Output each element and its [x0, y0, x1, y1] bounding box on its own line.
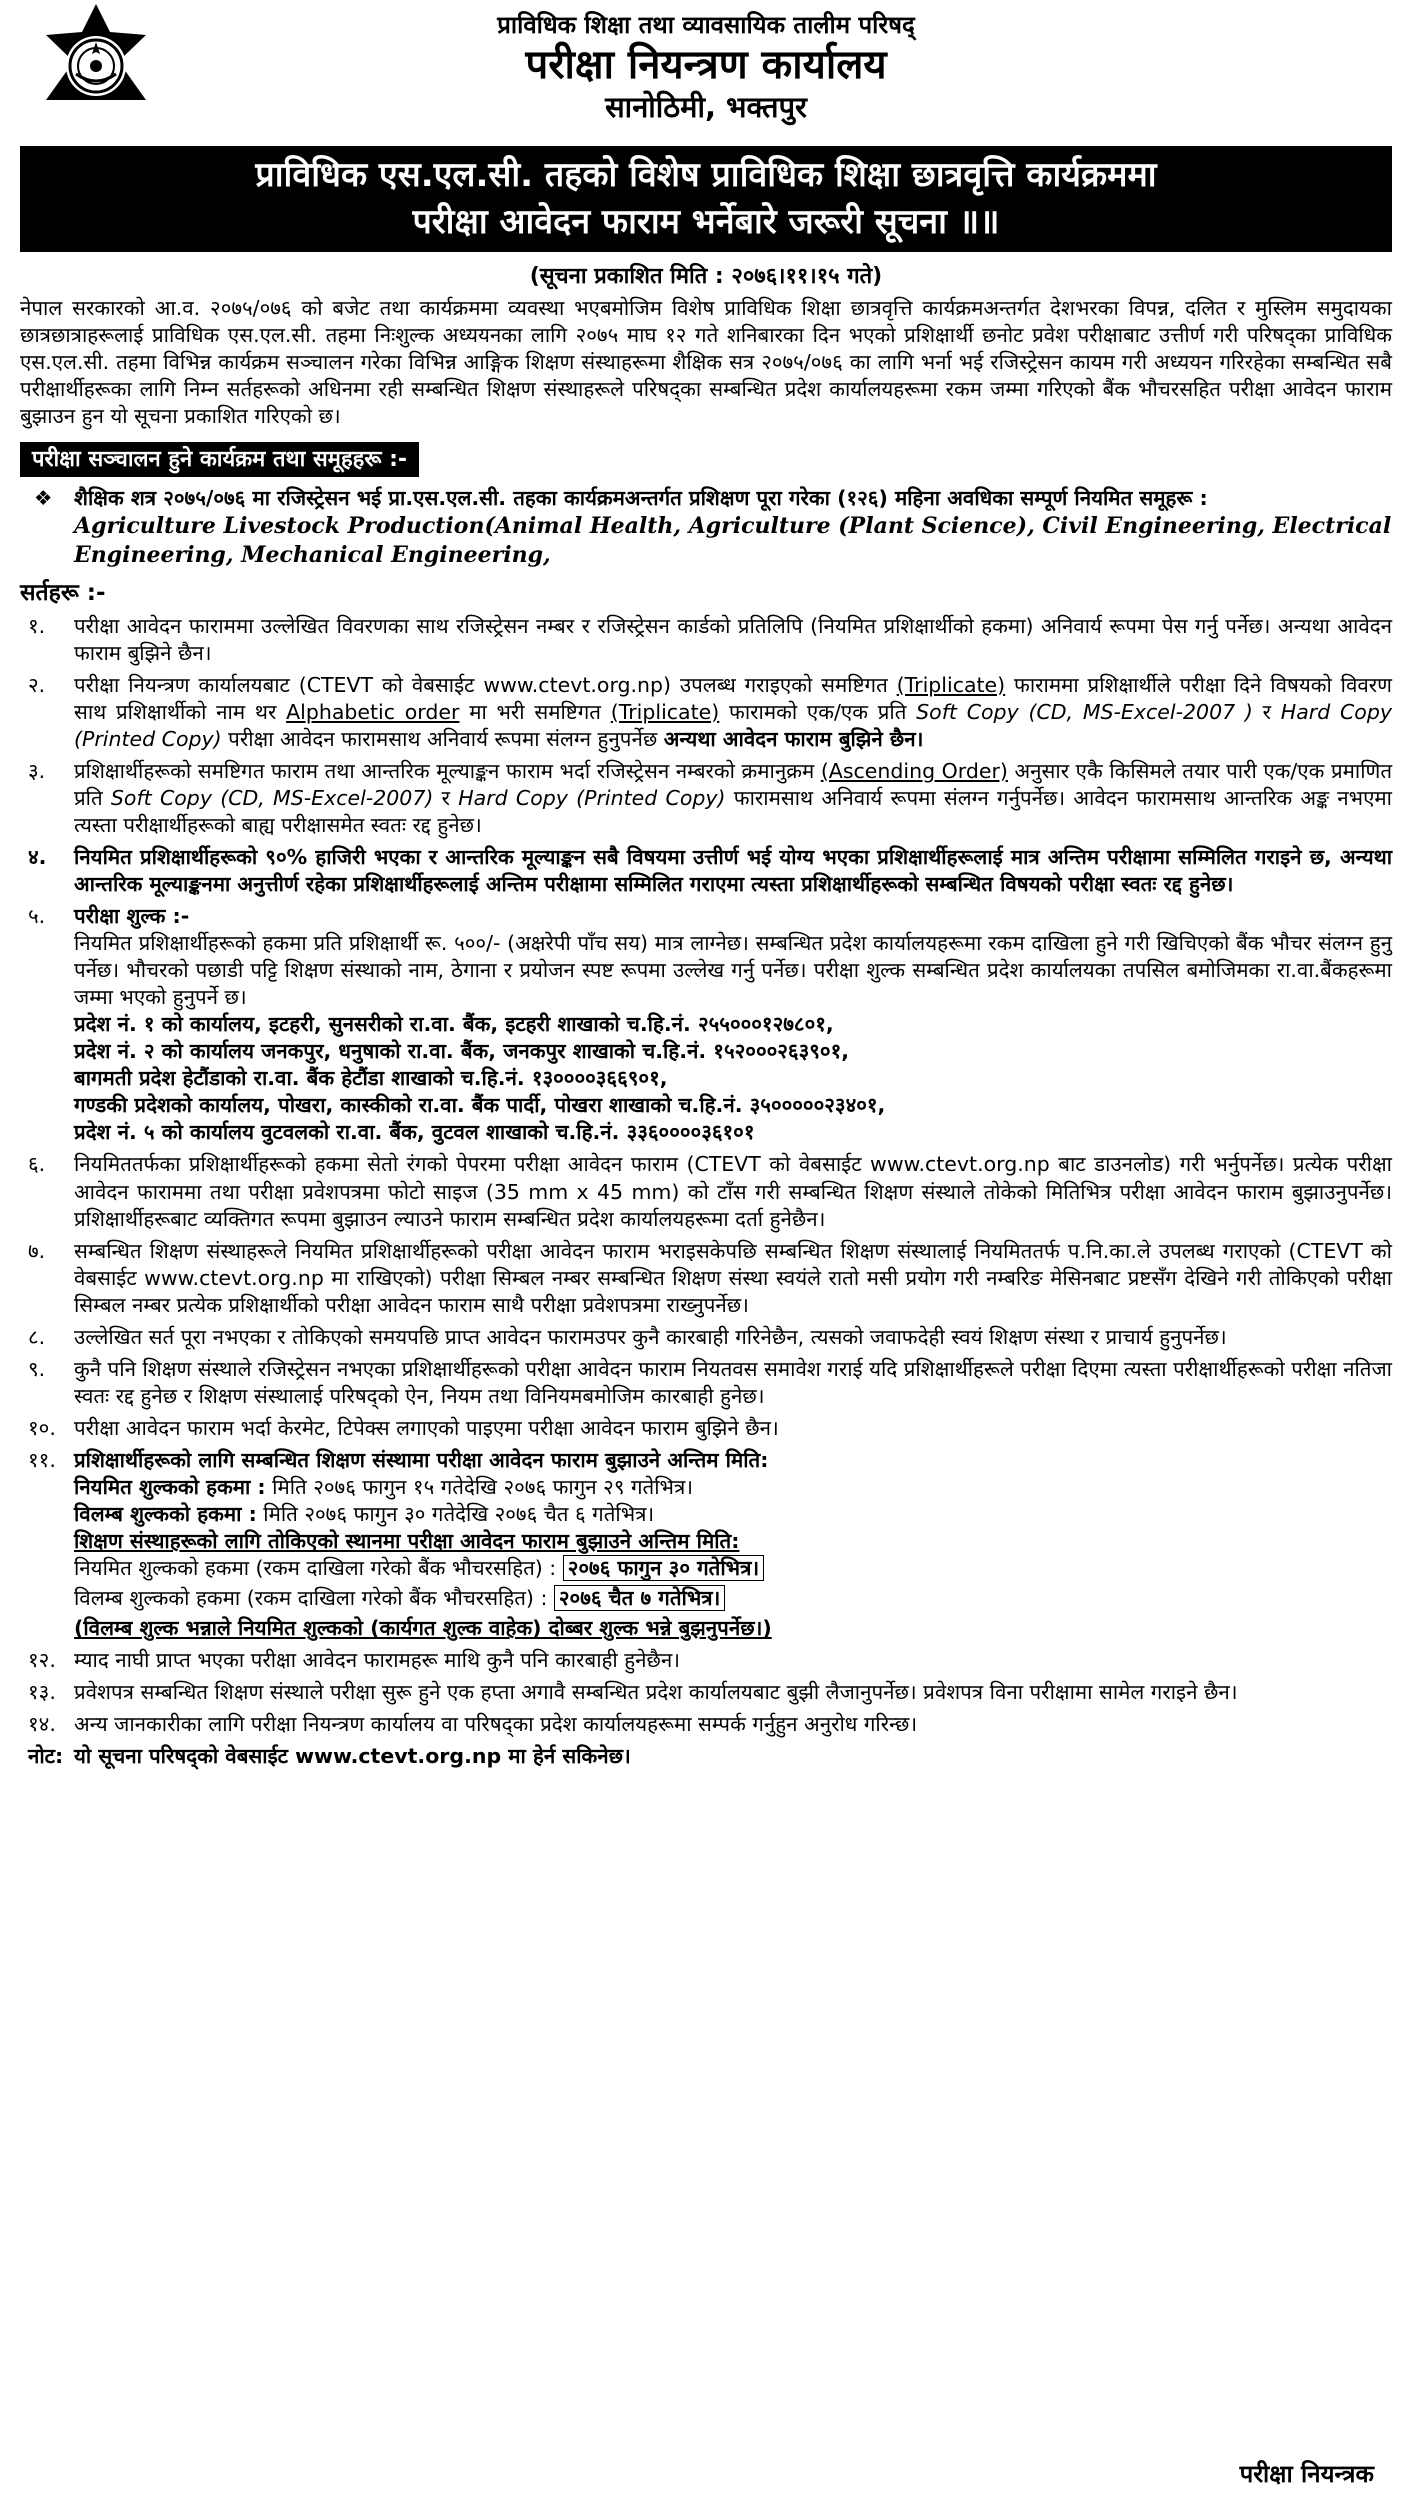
bank-account-line: बागमती प्रदेश हेटौंडाको रा.वा. बैंक हेटौंडा शाखाको च.हि.नं. १३००००३६६९०१, [74, 1066, 668, 1091]
term-text-underlined: (Triplicate) [610, 699, 720, 724]
term-text: म्याद नाघी प्राप्त भएका परीक्षा आवेदन फारामहरू माथि कुनै पनि कारबाही हुनेछैन। [74, 1648, 681, 1673]
term-item [20, 1356, 1392, 1410]
term-item [20, 1415, 1392, 1442]
term-item [20, 1238, 1392, 1319]
bank-account-line: गण्डकी प्रदेशको कार्यालय, पोखरा, कास्कीको रा.वा. बैंक पार्दी, पोखरा शाखाको च.हि.नं. ३५०००००२३४०१, [74, 1093, 886, 1118]
terms-title: सर्तहरू :- [20, 580, 106, 607]
council-name: प्राविधिक शिक्षा तथा व्यावसायिक तालीम परिषद् [497, 11, 915, 39]
term-number: १३. [28, 1680, 56, 1705]
term-text [74, 672, 1392, 753]
deadline-title: प्रशिक्षार्थीहरूको लागि सम्बन्धित शिक्षण संस्थामा परीक्षा आवेदन फाराम बुझाउने अन्तिम मिति: [74, 1447, 769, 1472]
term-text-part: परीक्षा आवेदन फारामसाथ अनिवार्य रूपमा संलग्न हुनुपर्नेछ [221, 726, 664, 751]
institution-deadline-title: शिक्षण संस्थाहरूको लागि तोकिएको स्थानमा परीक्षा आवेदन फाराम बुझाउने अन्तिम मिति: [74, 1529, 740, 1554]
term-item [20, 1711, 1392, 1738]
ctevt-star-emblem-icon [42, 2, 150, 134]
term-text: अन्य जानकारीका लागि परीक्षा नियन्त्रण कार्यालय वा परिषद्का प्रदेश कार्यालयहरूमा सम्पर्क गर्नुहुन अनुरोध गरिन्छ। [74, 1712, 918, 1737]
program-list-item [20, 485, 1392, 570]
exam-fee-text: नियमित प्रशिक्षार्थीहरूको हकमा प्रति प्रशिक्षार्थी रू. ५००/- (अक्षरेपी पाँच सय) मात्र लाग्नेछ। सम्बन्धित प्रदेश कार्यालयहरूमा रकम दाखिला हुने गरी खिचिएको बैंक भौचर संलग्न हुनु पर्नेछ। भौचरको पछाडी पट्टि शिक्षण संस्थाको नाम, ठेगाना र प्रयोजन स्पष्ट रूपमा उल्लेख गर्नु पर्नेछ। परीक्षा शुल्क सम्बन्धित प्रदेश कार्यालयका तपसिल बमोजिमका रा.वा.बैंकहरूमा जम्मा भएको हुनुपर्ने छ। [74, 931, 1392, 1010]
term-text-bold: अन्यथा आवेदन फाराम बुझिने छैन। [663, 726, 924, 751]
note-text: यो सूचना परिषद्को वेबसाईट www.ctevt.org.np मा हेर्न सकिनेछ। [74, 1744, 631, 1769]
term-text-part: फारामसाथ अनिवार्य रूपमा संलग्न गर्नुपर्नेछ। आवेदन फारामसाथ आन्तरिक अङ्क नभएमा त्यस्ता परीक्षार्थीहरूको बाह्य परीक्षासमेत स्वतः रद्द हुनेछ। [74, 785, 1392, 837]
office-name: परीक्षा नियन्त्रण कार्यालय [525, 41, 887, 88]
published-date: (सूचना प्रकाशित मिति : २०७६।११।१५ गते) [529, 263, 883, 289]
term-item [20, 758, 1392, 839]
deadline-label: विलम्ब शुल्कको हकमा : [74, 1502, 257, 1527]
intro-paragraph: नेपाल सरकारको आ.व. २०७५/०७६ को बजेट तथा कार्यक्रममा व्यवस्था भएबमोजिम विशेष प्राविधिक शिक्षा छात्रवृत्ति कार्यक्रमअन्तर्गत देशभरका विपन्न, दलित र मुस्लिम समुदायका छात्रछात्राहरूलाई प्राविधिक एस.एल.सी. तहमा निःशुल्क अध्ययनका लागि २०७५ माघ १२ गते शनिबारका दिन भएको प्रशिक्षार्थी छनोट प्रवेश परीक्षाबाट उत्तीर्ण गरी परिषद्का प्राविधिक एस.एल.सी. तहमा विभिन्न कार्यक्रम सञ्चालन गरेका विभिन्न आङ्गिक शिक्षण संस्थाहरूमा शैक्षिक सत्र २०७५/०७६ का लागि भर्ना भई रजिस्ट्रेसन कायम गरी अध्ययन गरिरहेका सम्बन्धित सबै परीक्षार्थीहरूका लागि निम्न सर्तहरूको अधिनमा रही सम्बन्धित शिक्षण संस्थाहरूले परिषद्का सम्बन्धित प्रदेश कार्यालयहरूमा रकम जम्मा गरिएको बैंक भौचरसहित परीक्षा आवेदन फाराम बुझाउन हुन यो सूचना प्रकाशित गरिएको छ। [20, 295, 1392, 429]
note-label: नोट: [28, 1744, 64, 1769]
term-text: परीक्षा आवेदन फाराममा उल्लेखित विवरणका साथ रजिस्ट्रेसन नम्बर र रजिस्ट्रेसन कार्डको प्रतिलिपि (नियमित प्रशिक्षार्थीको हकमा) अनिवार्य रूपमा पेस गर्नु पर्नेछ। अन्यथा आवेदन फाराम बुझिने छैन। [74, 613, 1392, 665]
term-item [20, 1324, 1392, 1351]
term-text-underlined: Alphabetic order [286, 699, 460, 724]
deadline-value-boxed: २०७६ चैत ७ गतेभित्र। [554, 1585, 725, 1611]
bank-account-line: प्रदेश नं. ५ को कार्यालय वुटवलको रा.वा. बैंक, वुटवल शाखाको च.हि.नं. ३३६००००३६१०१ [74, 1120, 755, 1145]
term-text-italic: Hard Copy (Printed Copy) [458, 785, 726, 810]
term-text-part: फारामको एक/एक प्रति [719, 699, 917, 724]
bank-account-line: प्रदेश नं. १ को कार्यालय, इटहरी, सुनसरीको रा.वा. बैंक, इटहरी शाखाको च.हि.नं. २५५०००१२७८०१, [74, 1012, 834, 1037]
term-number: १०. [28, 1415, 56, 1440]
banner-line-2: परीक्षा आवेदन फाराम भर्नेबारे जरूरी सूचना ॥॥ [412, 201, 1000, 242]
term-text: उल्लेखित सर्त पूरा नभएका र तोकिएको समयपछि प्राप्त आवेदन फारामउपर कुनै कारबाही गरिनेछैन, त्यसको जवाफदेही स्वयं शिक्षण संस्था र प्राचार्य हुनुपर्नेछ। [74, 1324, 1227, 1349]
term-item [20, 1151, 1392, 1232]
late-fee-note: (विलम्ब शुल्क भन्नाले नियमित शुल्कको (कार्यगत शुल्क वाहेक) दोब्बर शुल्क भन्ने बुझनुपर्नेछ।) [74, 1616, 772, 1641]
term-text: सम्बन्धित शिक्षण संस्थाहरूले नियमित प्रशिक्षार्थीहरूको परीक्षा आवेदन फाराम भराइसकेपछि सम्बन्धित शिक्षण संस्थालाई नियमिततर्फ प.नि.का.ले उपलब्ध गराएको (CTEVT को वेबसाईट www.ctevt.org.np मा राखिएको) परीक्षा सिम्बल नम्बर सम्बन्धित शिक्षण संस्था स्वयंले रातो मसी प्रयोग गरी नम्बरिङ मेसिनबाट प्रष्टसँग देखिने गरी तोकिएको परीक्षा सिम्बल नम्बर प्रत्येक प्रशिक्षार्थीको परीक्षा आवेदन फाराम साथै परीक्षा प्रवेशपत्रमा राख्नुपर्नेछ। [74, 1238, 1392, 1317]
term-number: ६. [28, 1152, 46, 1177]
term-item [20, 844, 1392, 898]
signature-exam-controller: परीक्षा नियन्त्रक [1239, 2460, 1374, 2489]
term-text-part: मा भरी समष्टिगत [459, 699, 611, 724]
institution-deadline-regular [74, 1555, 1392, 1582]
term-text: नियमिततर्फका प्रशिक्षार्थीहरूको हकमा सेतो रंगको पेपरमा परीक्षा आवेदन फाराम (CTEVT को वेबसाईट www.ctevt.org.np बाट डाउनलोड) गरी भर्नुपर्नेछ। प्रत्येक परीक्षा आवेदन फाराममा तथा परीक्षा प्रवेशपत्रमा फोटो साइज (35 mm x 45 mm) को टाँस गरी सम्बन्धित शिक्षण संस्थाले तोकेको मितिभित्र परीक्षा आवेदन फाराम बुझाउनुपर्नेछ। प्रशिक्षार्थीहरूबाट व्यक्तिगत रूपमा बुझाउन ल्याउने फाराम सम्बन्धित प्रदेश कार्यालयहरूमा दर्ता हुनेछैन। [74, 1152, 1392, 1231]
term-text-underlined: (Triplicate) [896, 672, 1006, 697]
bank-account-line: प्रदेश नं. २ को कार्यालय जनकपुर, धनुषाको रा.वा. बैंक, जनकपुर शाखाको च.हि.नं. १५२०००२६३९०१, [74, 1039, 850, 1064]
term-number: ५. [28, 904, 46, 929]
exam-fee-title: परीक्षा शुल्क :- [74, 904, 190, 929]
term-number: ८. [28, 1324, 46, 1349]
term-text-part: र [1252, 699, 1281, 724]
header [20, 0, 1392, 140]
term-number: ७. [28, 1238, 46, 1263]
term-number: १४. [28, 1712, 56, 1737]
term-item [20, 613, 1392, 667]
section-title-programs: परीक्षा सञ्चालन हुने कार्यक्रम तथा समूहहरू :- [20, 442, 419, 477]
institution-deadline-late [74, 1585, 1392, 1612]
term-number: ११. [28, 1447, 56, 1472]
term-number: १. [28, 613, 46, 638]
term-item [20, 1679, 1392, 1706]
term-text: नियमित प्रशिक्षार्थीहरूको ९०% हाजिरी भएका र आन्तरिक मूल्याङ्कन सबै विषयमा उत्तीर्ण भई योग्य भएका प्रशिक्षार्थीहरूलाई मात्र अन्तिम परीक्षामा सम्मिलित गराइने छ, अन्यथा आन्तरिक मूल्याङ्कनमा अनुत्तीर्ण रहेका प्रशिक्षार्थीहरूलाई अन्तिम परीक्षामा सम्मिलित गराएमा त्यस्ता प्रशिक्षार्थीहरूको सम्बन्धित विषयको परीक्षा स्वतः रद्द हुनेछ। [74, 844, 1392, 896]
program-names: Agriculture Livestock Production(Animal Health, Agriculture (Plant Science), Civil Engineering, Electrical Engineering, Mechanical Engineering, [74, 513, 1392, 569]
term-item [20, 903, 1392, 1146]
deadline-label: विलम्ब शुल्कको हकमा (रकम दाखिला गरेको बैंक भौचरसहित) : [74, 1586, 554, 1611]
website-note [20, 1743, 1392, 1770]
banner-line-1: प्राविधिक एस.एल.सी. तहको विशेष प्राविधिक शिक्षा छात्रवृत्ति कार्यक्रममा [255, 155, 1157, 195]
term-number: १२. [28, 1648, 56, 1673]
term-text-part: र [433, 785, 459, 810]
term-text: प्रवेशपत्र सम्बन्धित शिक्षण संस्थाले परीक्षा सुरू हुने एक हप्ता अगावै सम्बन्धित प्रदेश कार्यालयबाट बुझी लैजानुपर्नेछ। प्रवेशपत्र विना परीक्षामा सामेल गराइने छैन। [74, 1680, 1238, 1705]
term-number: ९. [28, 1356, 46, 1381]
office-location: सानोठिमी, भक्तपुर [605, 89, 807, 124]
term-text-italic: Soft Copy (CD, MS-Excel-2007 ) [916, 699, 1253, 724]
term-text: परीक्षा आवेदन फाराम भर्दा केरमेट, टिपेक्स लगाएको पाइएमा परीक्षा आवेदन फाराम बुझिने छैन। [74, 1415, 779, 1440]
notice-title-banner [20, 146, 1392, 252]
term-number: २. [28, 672, 46, 697]
term-text-italic: Soft Copy (CD, MS-Excel-2007) [110, 785, 434, 810]
term-item [20, 1447, 1392, 1642]
term-text-part: अनुसार एकै किसिमले तयार पारी एक/एक प्रमाणित प्रति [74, 758, 1393, 810]
deadline-value: मिति २०७६ फागुन १५ गतेदेखि २०७६ फागुन २९ गतेभित्र। [265, 1474, 694, 1499]
deadline-value-boxed: २०७६ फागुन ३० गतेभित्र। [563, 1555, 764, 1581]
deadline-late [74, 1501, 1392, 1528]
term-text-italic: Hard Copy (Printed Copy) [74, 699, 1392, 751]
term-text: कुनै पनि शिक्षण संस्थाले रजिस्ट्रेसन नभएका प्रशिक्षार्थीहरूको परीक्षा आवेदन फाराम नियतवस समावेश गराई यदि प्रशिक्षार्थीहरूले परीक्षा दिएमा त्यस्ता परीक्षार्थीहरूको परीक्षा नतिजा स्वतः रद्द हुनेछ र शिक्षण संस्थालाई परिषद्को ऐन, नियम तथा विनियमबमोजिम कारबाही हुनेछ। [74, 1356, 1392, 1408]
term-text-underlined: (Ascending Order) [820, 758, 1008, 783]
term-item [20, 672, 1392, 753]
deadline-value: मिति २०७६ फागुन ३० गतेदेखि २०७६ चैत ६ गतेभित्र। [256, 1502, 655, 1527]
program-description: शैक्षिक शत्र २०७५/०७६ मा रजिस्ट्रेसन भई प्रा.एस.एल.सी. तहका कार्यक्रमअन्तर्गत प्रशिक्षण पूरा गरेका (१२६) महिना अवधिका सम्पूर्ण नियमित समूहरू : [74, 486, 1208, 511]
term-text [74, 758, 1392, 839]
term-text-part: फाराममा प्रशिक्षार्थीले परीक्षा दिने विषयको विवरण साथ प्रशिक्षार्थीको नाम थर [74, 672, 1392, 724]
term-text-part: प्रशिक्षार्थीहरूको समष्टिगत फाराम तथा आन्तरिक मूल्याङ्कन फाराम भर्दा रजिस्ट्रेसन नम्बरको क्रमानुक्रम [74, 758, 821, 783]
deadline-label: नियमित शुल्कको हकमा : [74, 1474, 266, 1499]
term-text-part: परीक्षा नियन्त्रण कार्यालयबाट (CTEVT को वेबसाईट www.ctevt.org.np) उपलब्ध गराइएको समष्टिगत [74, 672, 897, 697]
term-item [20, 1647, 1392, 1674]
deadline-label: नियमित शुल्कको हकमा (रकम दाखिला गरेको बैंक भौचरसहित) : [74, 1556, 563, 1581]
term-number: ४. [28, 844, 47, 869]
diamond-bullet-icon: ❖ [34, 486, 53, 511]
deadline-regular [74, 1474, 1392, 1501]
term-number: ३. [28, 758, 46, 783]
